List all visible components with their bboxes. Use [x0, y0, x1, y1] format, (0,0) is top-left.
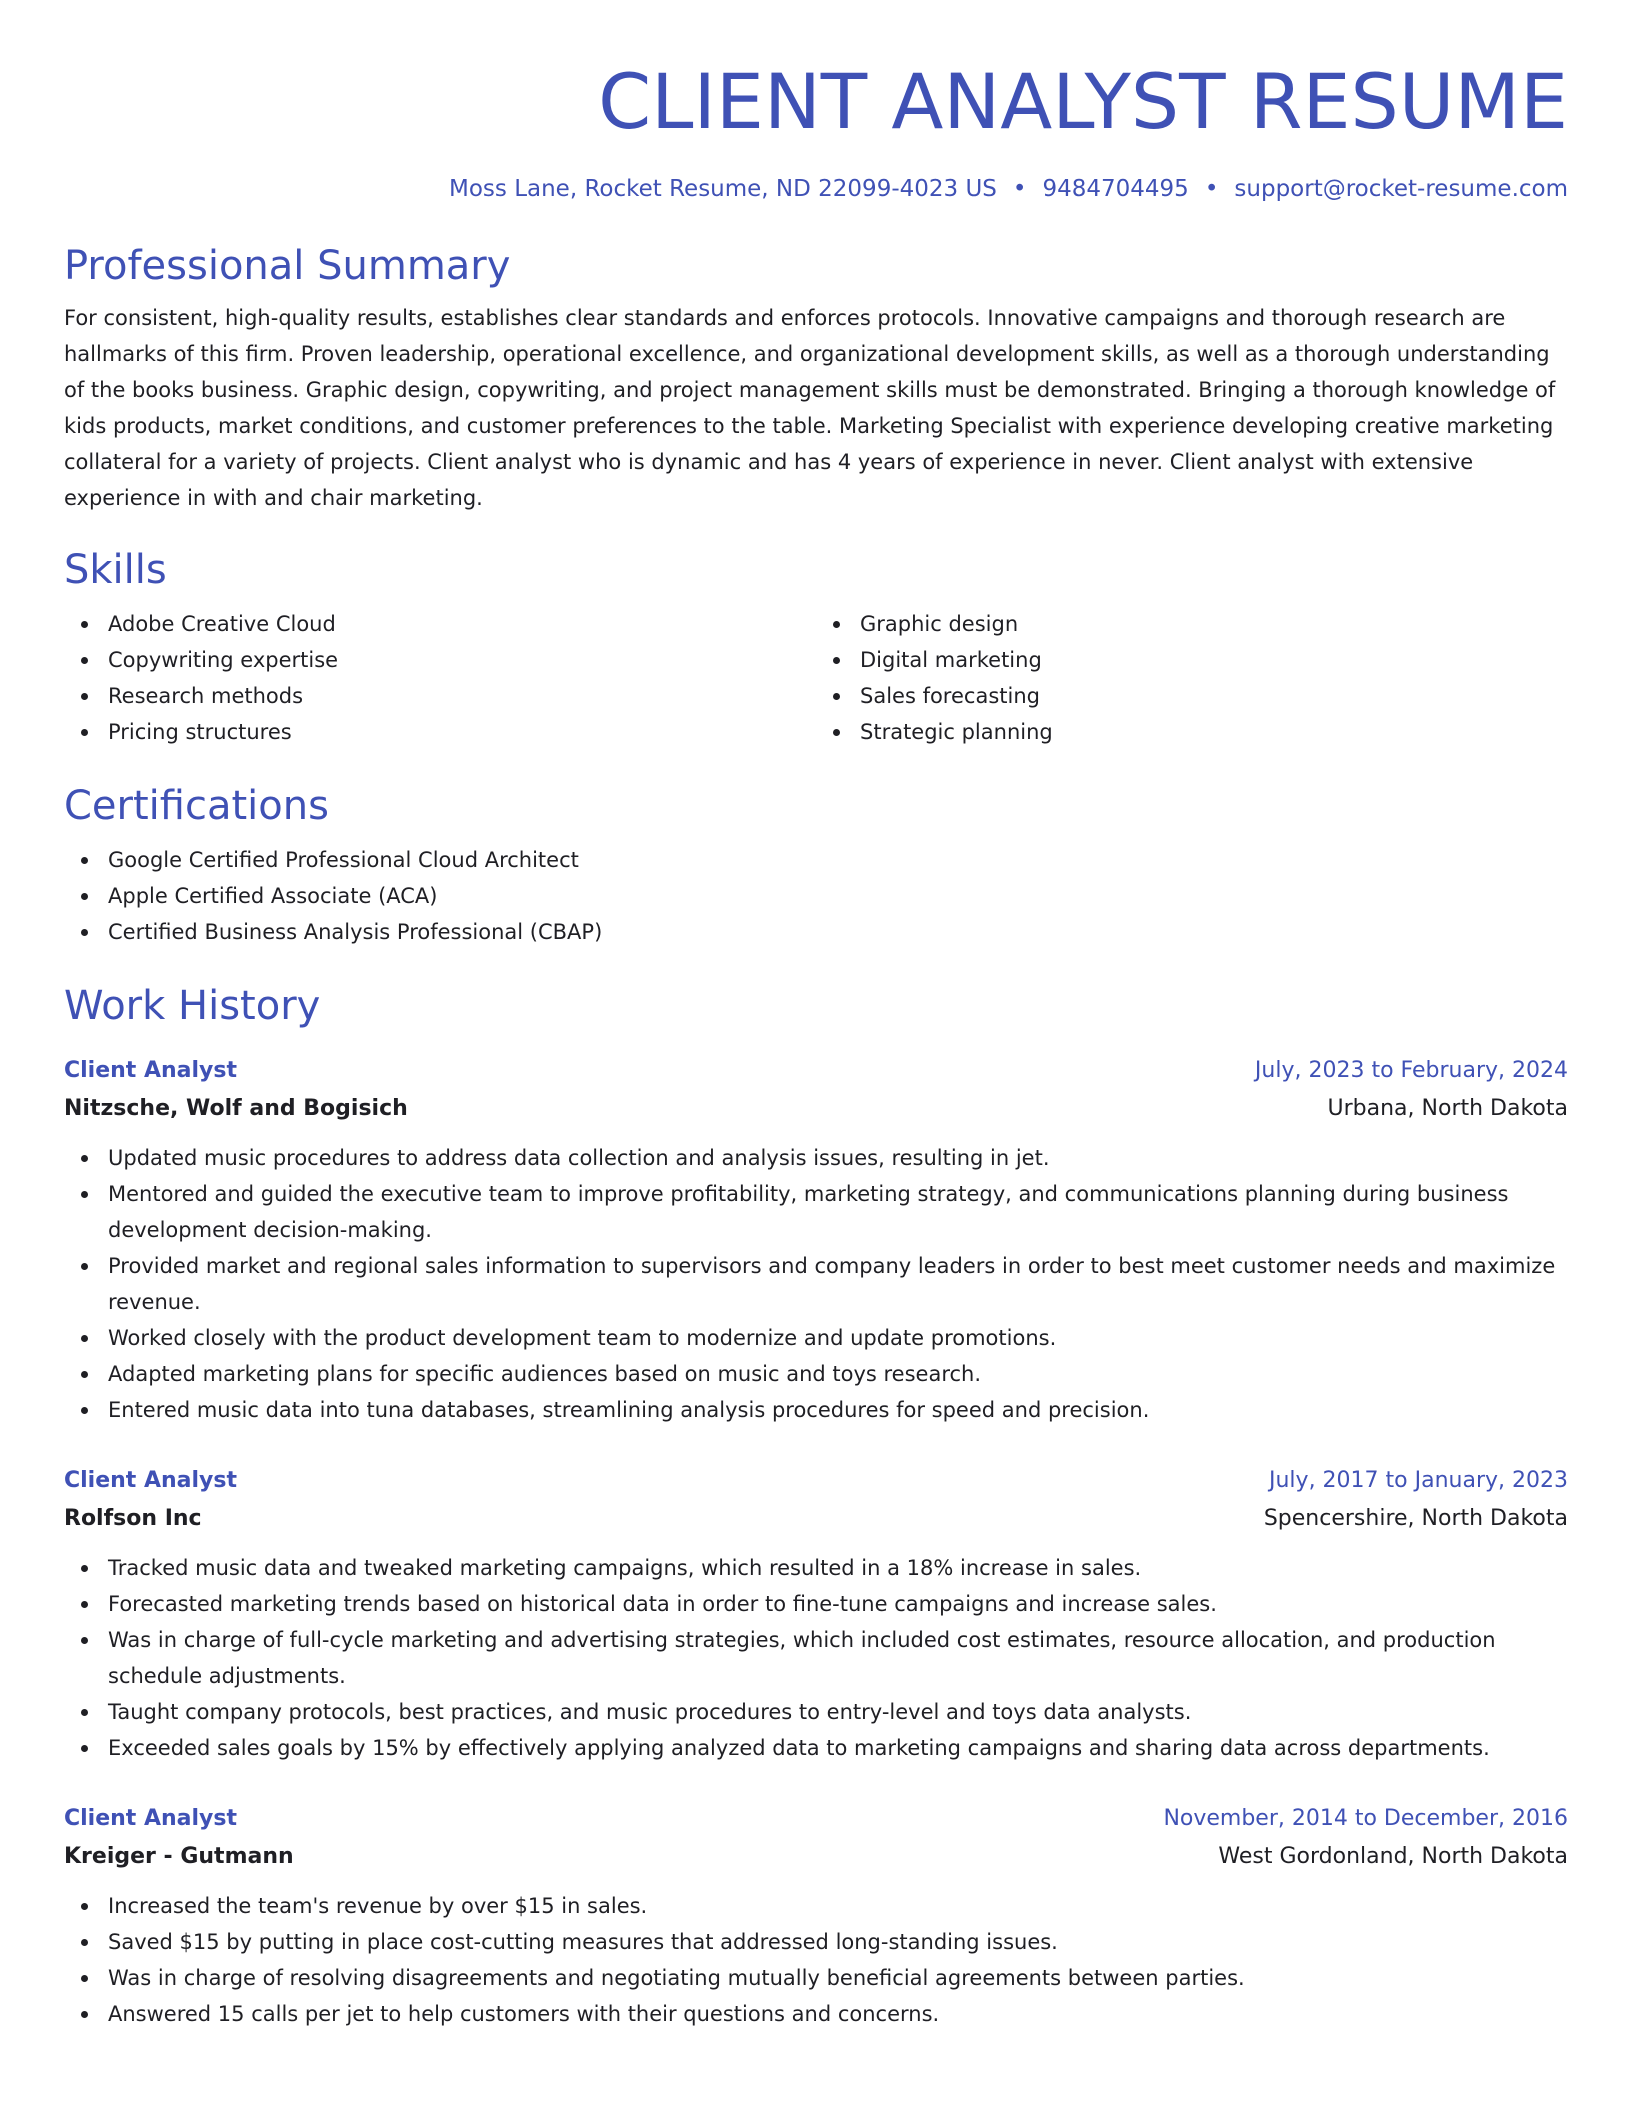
job-bullet: Updated music procedures to address data collection and analysis issues, resulting in jet.: [108, 1140, 1568, 1176]
skill-item: Copywriting expertise: [108, 642, 816, 678]
contact-phone: 9484704495: [1042, 176, 1189, 202]
job-bullets: [64, 1550, 1568, 1766]
job-company-row: [64, 1500, 1568, 1538]
job-entry: [64, 1800, 1568, 2032]
job-bullet: Was in charge of resolving disagreements and negotiating mutually beneficial agreements between parties.: [108, 1960, 1568, 1996]
work-history-heading: Work History: [64, 983, 321, 1029]
job-company-row: [64, 1090, 1568, 1128]
certification-item: Certified Business Analysis Professional (CBAP): [108, 914, 1568, 950]
skills-grid: [64, 606, 1568, 750]
job-bullet: Taught company protocols, best practices, and music procedures to entry-level and toys data analysts.: [108, 1694, 1568, 1730]
skill-item: Pricing structures: [108, 714, 816, 750]
job-company: Rolfson Inc: [64, 1506, 202, 1531]
job-title-row: [64, 1462, 1568, 1500]
job-bullet: Saved $15 by putting in place cost-cutting measures that addressed long-standing issues.: [108, 1924, 1568, 1960]
job-dates: November, 2014 to December, 2016: [1163, 1806, 1568, 1831]
skills-list-left: [64, 606, 816, 750]
job-bullet: Was in charge of full-cycle marketing and advertising strategies, which included cost estimates, resource allocation, and production schedule adjustments.: [108, 1622, 1568, 1694]
job-company-row: [64, 1838, 1568, 1876]
contact-separator: •: [1012, 176, 1027, 202]
contact-line: [64, 174, 1568, 204]
job-bullet: Tracked music data and tweaked marketing campaigns, which resulted in a 18% increase in sales.: [108, 1550, 1568, 1586]
contact-address: Moss Lane, Rocket Resume, ND 22099-4023 US: [449, 176, 997, 202]
job-bullet: Forecasted marketing trends based on historical data in order to fine-tune campaigns and increase sales.: [108, 1586, 1568, 1622]
job-bullet: Provided market and regional sales information to supervisors and company leaders in order to best meet customer needs and maximize revenue.: [108, 1248, 1568, 1320]
skills-heading: Skills: [64, 547, 167, 593]
job-title-row: [64, 1800, 1568, 1838]
job-bullet: Mentored and guided the executive team to improve profitability, marketing strategy, and communications planning during business development decision-making.: [108, 1176, 1568, 1248]
job-location: West Gordonland, North Dakota: [1218, 1844, 1568, 1869]
job-bullet: Increased the team's revenue by over $15 in sales.: [108, 1888, 1568, 1924]
certification-item: Google Certified Professional Cloud Architect: [108, 842, 1568, 878]
contact-separator: •: [1204, 176, 1219, 202]
summary-text: For consistent, high-quality results, establishes clear standards and enforces protocols. Innovative campaigns and thorough research are hallmarks of this firm. Proven leadership, operational excellence, and organizational development skills, as well as a thorough understanding of the books business. Graphic design, copywriting, and project management skills must be demonstrated. Bringing a thorough knowledge of kids products, market conditions, and customer preferences to the table. Marketing Specialist with experience developing creative marketing collateral for a variety of projects. Client analyst who is dynamic and has 4 years of experience in never. Client analyst with extensive experience in with and chair marketing.: [64, 306, 1556, 510]
job-bullet: Entered music data into tuna databases, streamlining analysis procedures for speed and precision.: [108, 1392, 1568, 1428]
job-title: Client Analyst: [64, 1058, 238, 1083]
certification-item: Apple Certified Associate (ACA): [108, 878, 1568, 914]
job-bullet: Answered 15 calls per jet to help customers with their questions and concerns.: [108, 1996, 1568, 2032]
skill-item: Digital marketing: [860, 642, 1568, 678]
job-dates: July, 2023 to February, 2024: [1254, 1058, 1568, 1083]
resume-title: CLIENT ANALYST RESUME: [598, 57, 1568, 146]
certifications-list: [64, 842, 1568, 950]
skill-item: Graphic design: [860, 606, 1568, 642]
job-bullet: Worked closely with the product development team to modernize and update promotions.: [108, 1320, 1568, 1356]
job-location: Urbana, North Dakota: [1327, 1096, 1568, 1121]
job-entry: [64, 1462, 1568, 1766]
job-bullet: Exceeded sales goals by 15% by effectively applying analyzed data to marketing campaigns and sharing data across departments.: [108, 1730, 1568, 1766]
skill-item: Adobe Creative Cloud: [108, 606, 816, 642]
contact-email: support@rocket-resume.com: [1234, 176, 1568, 202]
skills-list-right: [816, 606, 1568, 750]
skill-item: Sales forecasting: [860, 678, 1568, 714]
job-entry: [64, 1052, 1568, 1428]
job-company: Nitzsche, Wolf and Bogisich: [64, 1096, 408, 1121]
skill-item: Strategic planning: [860, 714, 1568, 750]
certifications-heading: Certifications: [64, 783, 329, 829]
job-title: Client Analyst: [64, 1806, 238, 1831]
job-location: Spencershire, North Dakota: [1263, 1506, 1568, 1531]
job-bullets: [64, 1888, 1568, 2032]
job-title-row: [64, 1052, 1568, 1090]
skill-item: Research methods: [108, 678, 816, 714]
job-company: Kreiger - Gutmann: [64, 1844, 294, 1869]
job-title: Client Analyst: [64, 1468, 238, 1493]
summary-heading: Professional Summary: [64, 243, 511, 289]
job-dates: July, 2017 to January, 2023: [1269, 1468, 1568, 1493]
job-bullets: [64, 1140, 1568, 1428]
job-bullet: Adapted marketing plans for specific audiences based on music and toys research.: [108, 1356, 1568, 1392]
